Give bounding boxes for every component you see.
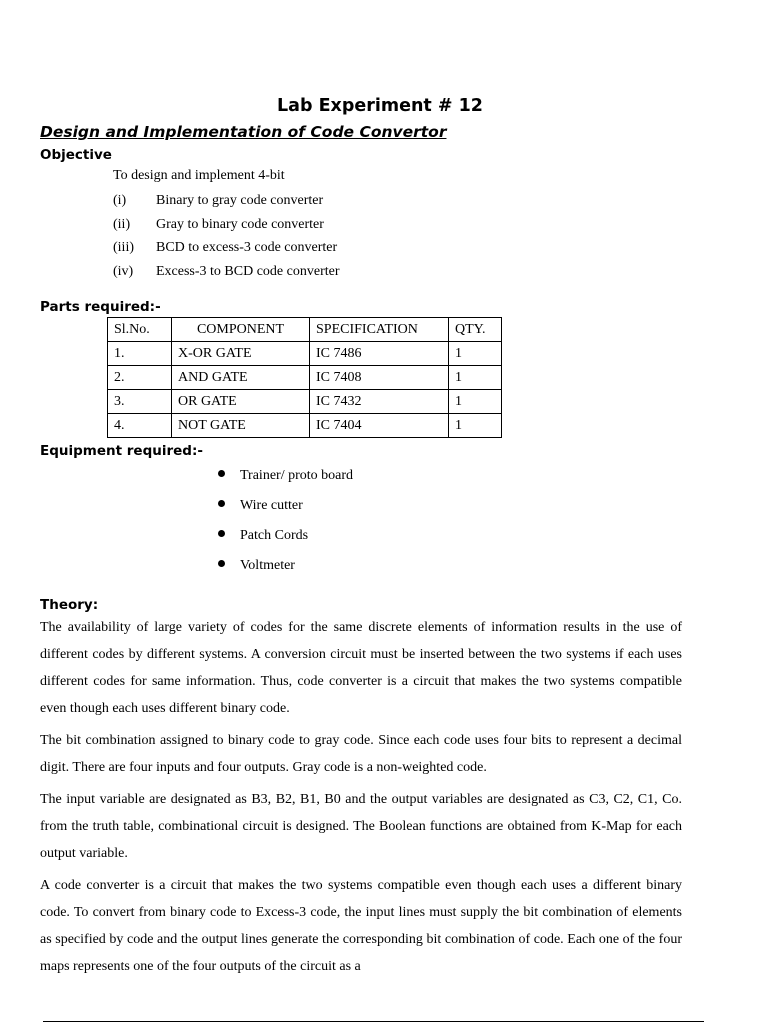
theory-paragraph: The input variable are designated as B3, B2, B1, B0 and the output variables are designated as C3, C2, C1, Co. from the truth table, combinational circuit is designed. The Boolean functions are obtained from K-Map for each output variable. [40, 792, 682, 861]
objective-item [113, 262, 340, 286]
table-cell: 4. [108, 414, 172, 438]
theory-paragraph: The availability of large variety of codes for the same discrete elements of information results in the use of different codes by different systems. A conversion circuit must be inserted between the two systems if each uses different codes for same information. Thus, code converter is a circuit that makes the two systems compatible even though each uses different binary code. [40, 620, 682, 716]
list-item [218, 465, 353, 495]
table-cell: 3. [108, 390, 172, 414]
equipment-item-text: Patch Cords [240, 528, 309, 543]
bullet-icon [218, 500, 225, 507]
bullet-icon [218, 470, 225, 477]
list-item [218, 495, 353, 525]
theory-paragraph: A code converter is a circuit that makes the two systems compatible even though each uses a different binary code. To convert from binary code to Excess-3 code, the input lines must supply the bit combination of elements as specified by code and the output lines generate the corresponding bit combination of code. Each one of the four maps represents one of the four outputs of the circuit as a [40, 878, 682, 974]
theory-heading: Theory: [40, 597, 99, 613]
table-cell: 1 [449, 414, 502, 438]
objective-item-number: (ii) [113, 216, 131, 232]
table-header-row [108, 318, 502, 342]
column-header-qty: QTY. [449, 318, 502, 342]
objective-item-number: (iv) [113, 263, 134, 279]
theory-body [40, 614, 682, 985]
table-row [108, 414, 502, 438]
table-cell: 1. [108, 342, 172, 366]
table-cell: AND GATE [172, 366, 310, 390]
table-cell: 2. [108, 366, 172, 390]
table-cell: IC 7404 [310, 414, 449, 438]
theory-paragraph: The bit combination assigned to binary code to gray code. Since each code uses four bits to represent a decimal digit. There are four inputs and four outputs. Gray code is a non-weighted code. [40, 733, 682, 775]
parts-table [107, 317, 502, 438]
objective-item-text: Binary to gray code converter [156, 193, 324, 208]
equipment-item-text: Wire cutter [240, 498, 303, 513]
table-row [108, 366, 502, 390]
list-item [218, 525, 353, 555]
equipment-heading: Equipment required:- [40, 443, 203, 459]
objective-item [113, 238, 340, 262]
equipment-item-text: Trainer/ proto board [240, 468, 354, 483]
objective-item-number: (i) [113, 193, 127, 208]
objective-item-text: Gray to binary code converter [156, 216, 324, 232]
table-cell: IC 7486 [310, 342, 449, 366]
equipment-list [218, 465, 353, 585]
objective-item-text: BCD to excess-3 code converter [156, 240, 338, 255]
table-row [108, 342, 502, 366]
table-cell: IC 7432 [310, 390, 449, 414]
table-cell: IC 7408 [310, 366, 449, 390]
page-title: Lab Experiment # 12 [277, 96, 483, 116]
table-cell: 1 [449, 366, 502, 390]
table-cell: 1 [449, 342, 502, 366]
objective-heading: Objective [40, 147, 112, 163]
table-cell: X-OR GATE [172, 342, 310, 366]
objective-item [113, 191, 340, 215]
table-cell: NOT GATE [172, 414, 310, 438]
table-cell: 1 [449, 390, 502, 414]
list-item [218, 555, 353, 585]
objective-list [113, 191, 340, 285]
objective-item-text: Excess-3 to BCD code converter [156, 263, 340, 279]
objective-item [113, 215, 340, 239]
bullet-icon [218, 560, 225, 567]
bullet-icon [218, 530, 225, 537]
table-row [108, 390, 502, 414]
table-cell: OR GATE [172, 390, 310, 414]
page-subtitle: Design and Implementation of Code Convertor [40, 123, 447, 141]
equipment-item-text: Voltmeter [240, 558, 295, 573]
parts-heading: Parts required:- [40, 299, 161, 315]
footer-divider [43, 1021, 704, 1022]
column-header-specification: SPECIFICATION [310, 318, 449, 342]
column-header-slno: Sl.No. [108, 318, 172, 342]
objective-item-number: (iii) [113, 240, 134, 255]
objective-intro: To design and implement 4-bit [113, 168, 285, 183]
column-header-component: COMPONENT [172, 318, 310, 342]
